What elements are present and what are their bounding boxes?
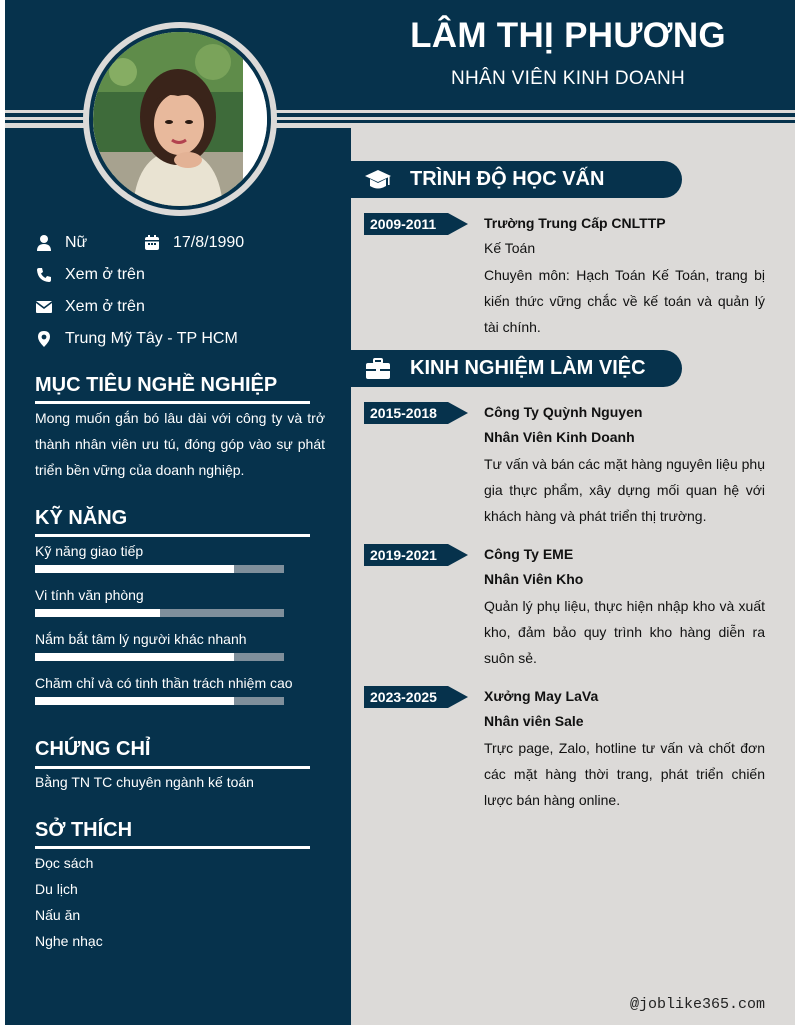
skill-level-fill — [35, 609, 160, 617]
skill-label: Kỹ năng giao tiếp — [35, 543, 144, 559]
date-tag-arrow — [448, 213, 468, 235]
education-major: Kế Toán — [484, 240, 536, 256]
hobby-item: Du lịch — [35, 881, 78, 897]
avatar — [93, 32, 267, 206]
experience-date-tag — [364, 686, 468, 708]
experience-date-tag — [364, 544, 468, 566]
person-icon — [35, 234, 53, 252]
experience-title: KINH NGHIỆM LÀM VIỆC — [410, 357, 646, 379]
skills-underline — [35, 534, 310, 537]
gender-value: Nữ — [65, 234, 88, 251]
resume-page — [5, 0, 795, 1025]
experience-company: Xưởng May LaVa — [484, 688, 599, 704]
skill-level-fill — [35, 565, 234, 573]
email-value: Xem ở trên — [65, 298, 145, 315]
date-tag-arrow — [448, 544, 468, 566]
candidate-name: LÂM THỊ PHƯƠNG — [410, 16, 726, 55]
experience-period: 2019-2021 — [364, 544, 448, 566]
candidate-job-title: NHÂN VIÊN KINH DOANH — [450, 68, 686, 89]
phone-value: Xem ở trên — [65, 266, 145, 283]
experience-company: Công Ty EME — [484, 546, 574, 562]
date-tag-arrow — [448, 686, 468, 708]
skill-level-fill — [35, 653, 234, 661]
education-school: Trường Trung Cấp CNLTTP — [484, 215, 666, 231]
education-date-tag — [364, 213, 468, 235]
experience-desc: Quản lý phụ liệu, thực hiện nhập kho và xuất kho, đảm bảo quy trình kho hàng diễn ra suôn sẻ. — [484, 598, 765, 666]
certificate-item: Bằng TN TC chuyên ngành kế toán — [35, 774, 254, 790]
phone-row — [35, 266, 145, 284]
hobby-item: Nấu ăn — [35, 907, 81, 923]
objective-text: Mong muốn gắn bó lâu dài với công ty và trở thành nhân viên ưu tú, đóng góp vào sự phát triển bền vững của doanh nghiệp. — [35, 410, 325, 478]
experience-desc: Trực page, Zalo, hotline tư vấn và chốt đơn các mặt hàng thời trang, phát triển chiến lược bán hàng online. — [484, 740, 765, 808]
avatar-photo — [93, 32, 267, 206]
hobby-item: Nghe nhạc — [35, 933, 103, 949]
experience-role: Nhân Viên Kho — [484, 571, 584, 587]
footer-watermark: @joblike365.com — [629, 996, 765, 1013]
location-pin-icon — [35, 330, 53, 348]
skill-level-bar — [35, 609, 284, 617]
date-tag-arrow — [448, 402, 468, 424]
objective-title: MỤC TIÊU NGHỀ NGHIỆP — [35, 374, 278, 396]
briefcase-icon — [364, 355, 392, 383]
skill-label: Nắm bắt tâm lý người khác nhanh — [35, 631, 247, 647]
experience-header — [351, 350, 682, 387]
experience-company: Công Ty Quỳnh Nguyen — [484, 404, 643, 420]
hobbies-title: SỞ THÍCH — [35, 819, 133, 841]
skill-level-bar — [35, 697, 284, 705]
graduation-cap-icon — [364, 166, 392, 194]
skills-title: KỸ NĂNG — [35, 507, 128, 529]
address-value: Trung Mỹ Tây - TP HCM — [65, 330, 238, 347]
gender-row — [35, 234, 87, 252]
experience-period: 2015-2018 — [364, 402, 448, 424]
education-title: TRÌNH ĐỘ HỌC VẤN — [410, 168, 605, 190]
hobby-item: Đọc sách — [35, 855, 94, 871]
phone-icon — [35, 266, 53, 284]
skill-label: Chăm chỉ và có tinh thần trách nhiệm cao — [35, 675, 293, 691]
experience-date-tag — [364, 402, 468, 424]
email-row — [35, 298, 145, 316]
skill-label: Vi tính văn phòng — [35, 587, 144, 603]
experience-period: 2023-2025 — [364, 686, 448, 708]
experience-desc: Tư vấn và bán các mặt hàng nguyên liệu phụ gia thực phẩm, xây dựng mối quan hệ với khách hàng và phát triển thị trường. — [484, 456, 765, 524]
address-row — [35, 330, 238, 348]
experience-role: Nhân Viên Kinh Doanh — [484, 429, 635, 445]
certificates-title: CHỨNG CHỈ — [35, 738, 151, 760]
skill-level-bar — [35, 565, 284, 573]
education-period: 2009-2011 — [364, 213, 448, 235]
birthday-row — [143, 234, 244, 252]
experience-role: Nhân viên Sale — [484, 713, 584, 729]
hobbies-underline — [35, 846, 310, 849]
objective-underline — [35, 401, 310, 404]
envelope-icon — [35, 298, 53, 316]
birthday-value: 17/8/1990 — [173, 234, 245, 251]
calendar-icon — [143, 234, 161, 252]
certificates-underline — [35, 766, 310, 769]
skill-level-bar — [35, 653, 284, 661]
education-desc: Chuyên môn: Hạch Toán Kế Toán, trang bị kiến thức vững chắc về kế toán và quản lý tài chính. — [484, 267, 765, 335]
education-header — [351, 161, 682, 198]
skill-level-fill — [35, 697, 234, 705]
